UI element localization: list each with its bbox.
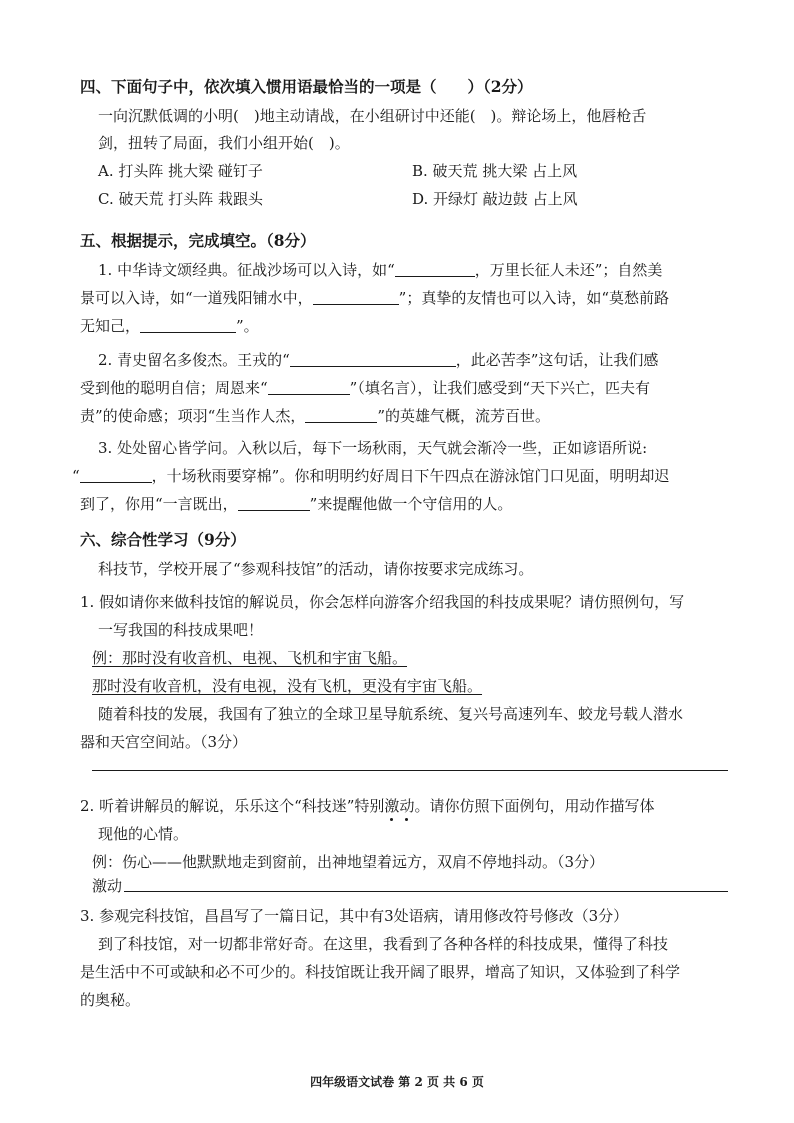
s6-q1-example-2: 那时没有收音机，没有电视，没有飞机，更没有宇宙飞船。 [92,677,483,695]
s6-q1-line-2: 一写我国的科技成果吧！ [98,621,264,639]
answer-blank[interactable] [395,261,475,277]
s6-q2-label: 激动 [92,877,123,895]
s5-q1-text-a: 1. 中华诗文颂经典。征战沙场可以入诗，如“ [98,261,395,279]
s5-q3-line-1: 3. 处处留心皆学问。入秋以后，每下一场秋雨，天气就会渐冷一些，正如谚语所说: [98,439,648,457]
answer-blank[interactable] [268,379,350,395]
s6-q3-line-1: 3. 参观完科技馆，昌昌写了一篇日记，其中有3处语病，请用修改符号修改（3分） [80,907,629,925]
answer-blank[interactable] [80,467,152,483]
s6-q2-text-a1: 2. 听着讲解员的解说，乐乐这个“科技迷”特别 [80,797,385,815]
emphasis-char: 动 [399,797,415,815]
s5-q1-line-2 [80,288,669,308]
s6-q1-answer-line[interactable] [92,770,728,771]
s6-q2-text-a2: 。请你仿照下面例句，用动作描写体 [414,797,655,815]
s5-q1-text-b: ，万里长征人未还”；自然美 [474,261,663,279]
s5-q1-text-d: ”；真挚的友情也可以入诗，如“莫愁前路 [398,289,670,307]
s5-q2-line-3 [80,406,550,426]
s6-q2-line-1 [80,796,654,816]
section-5-heading: 五、根据提示，完成填空。（8分） [80,231,316,250]
s5-q2-line-2 [80,378,650,398]
s4-option-b: B. 破天荒 挑大梁 占上风 [412,162,578,180]
s4-option-c: C. 破天荒 打头阵 栽跟头 [98,190,264,208]
answer-blank[interactable] [290,351,456,367]
section-6-heading: 六、综合性学习（9分） [80,530,246,549]
answer-blank[interactable] [140,317,236,333]
s6-q3-line-2: 到了科技馆，对一切都非常好奇。在这里，我看到了各种各样的科技成果，懂得了科技 [98,935,669,953]
s5-q2-line-1 [98,350,658,370]
s5-q1-text-f: ”。 [236,317,259,335]
s6-q2-line-2: 现他的心情。 [98,825,189,843]
answer-blank[interactable] [313,289,399,305]
s5-q1-text-c: 景可以入诗，如“一道残阳铺水中， [80,289,313,307]
emphasis-char: 激 [384,797,400,815]
s5-q2-text-b: ，此必苦李”这句话，让我们感 [455,351,659,369]
s5-q3-text-c: ，十场秋雨要穿棉”。你和明明约好周日下午四点在游泳馆门口见面，明明却迟 [151,467,670,485]
s5-q1-line-1 [98,260,662,280]
s5-q3-text-d: 到了，你用“一言既出， [80,495,238,513]
s4-question-line-2: 剑，扭转了局面，我们小组开始( )。 [98,134,350,152]
s5-q2-text-c: 受到他的聪明自信；周恩来“ [80,379,268,397]
s6-q3-line-3: 是生活中不可或缺和必不可少的。科技馆既让我开阔了眼界，增高了知识，又体验到了科学 [80,963,681,981]
s5-q3-text-b: “ [72,467,80,485]
s4-question-line-1: 一向沉默低调的小明( )地主动请战，在小组研讨中还能( )。辩论场上，他唇枪舌 [98,107,647,125]
section-4-heading: 四、下面句子中，依次填入惯用语最恰当的一项是（ ）（2分） [80,77,533,96]
s5-q2-text-a: 2. 青史留名多俊杰。王戎的“ [98,351,290,369]
s5-q2-text-f: ”的英雄气概，流芳百世。 [377,407,551,425]
s5-q1-text-e: 无知己， [80,317,141,335]
s5-q2-text-d: ”（填名言），让我们感受到“天下兴亡，匹夫有 [349,379,651,397]
answer-blank[interactable] [238,495,310,511]
s6-q1-line-1: 1. 假如请你来做科技馆的解说员，你会怎样向游客介绍我国的科技成果呢？请仿照例句，写 [80,593,685,611]
s6-q2-example: 例：伤心——他默默地走到窗前，出神地望着远方，双肩不停地抖动。（3分） [92,853,605,871]
s4-option-a: A. 打头阵 挑大梁 碰钉子 [98,162,263,180]
s6-intro: 科技节，学校开展了“参观科技馆”的活动，请你按要求完成练习。 [98,560,534,578]
s5-q2-text-e: 责”的使命感；项羽“生当作人杰， [80,407,306,425]
s6-q1-line-4: 器和天宫空间站。（3分） [80,733,248,751]
s5-q1-line-3 [80,316,259,336]
s5-q3-line-3 [80,494,512,514]
answer-blank[interactable] [305,407,377,423]
s5-q3-line-2 [72,466,669,486]
s6-q3-line-4: 的奥秘。 [80,991,141,1009]
s6-q1-example-1: 例：那时没有收音机、电视、飞机和宇宙飞船。 [92,649,408,667]
s6-q2-answer-line[interactable] [124,891,728,892]
s4-option-d: D. 开绿灯 敲边鼓 占上风 [412,190,578,208]
page-footer: 四年级语文试卷 第 2 页 共 6 页 [310,1075,484,1089]
s5-q3-text-e: ”来提醒他做一个守信用的人。 [309,495,513,513]
s6-q1-line-3: 随着科技的发展，我国有了独立的全球卫星导航系统、复兴号高速列车、蛟龙号载人潜水 [98,705,684,723]
